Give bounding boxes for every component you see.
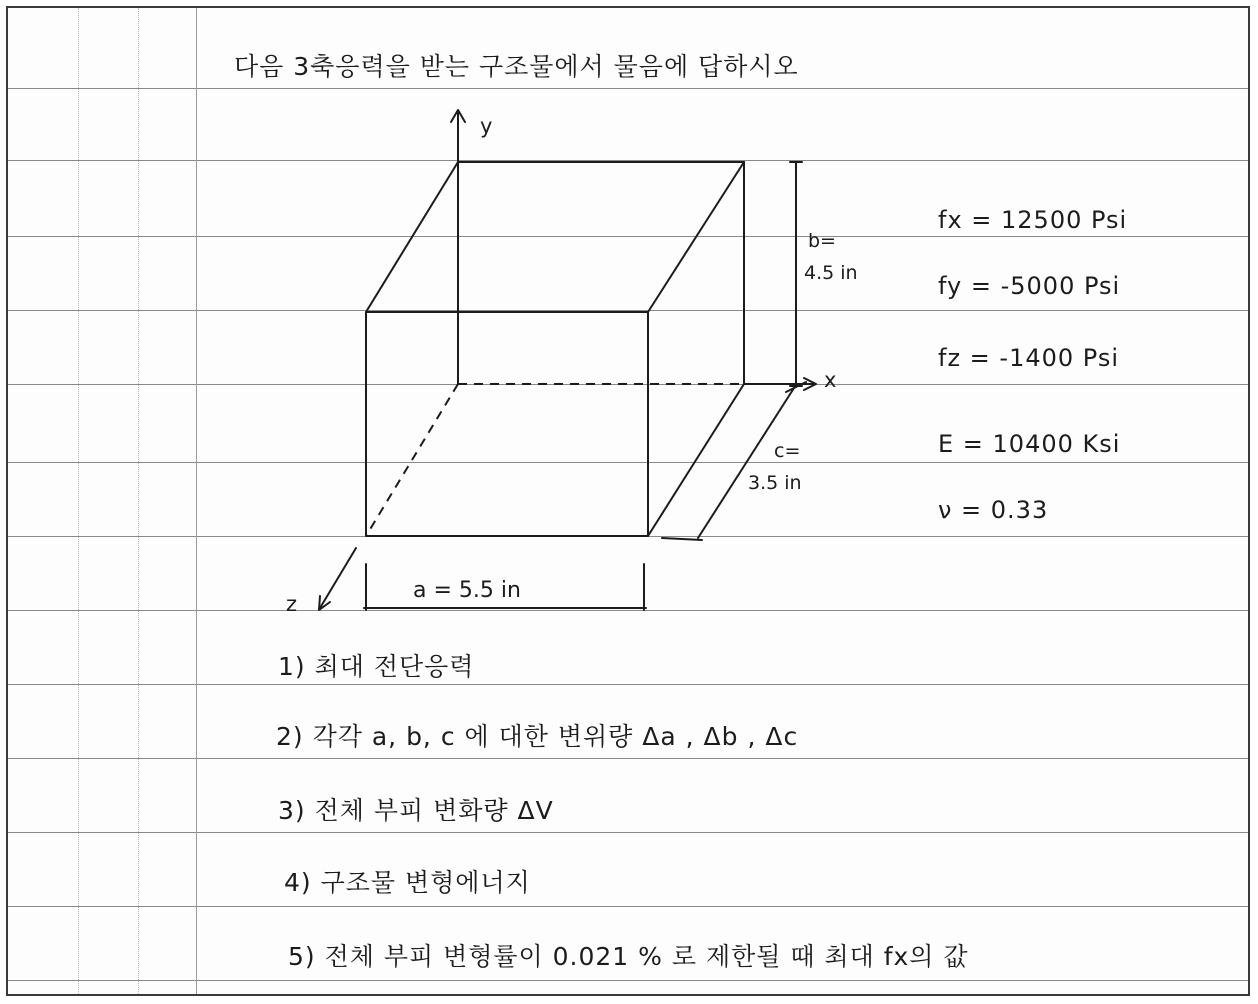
notebook-page bbox=[6, 6, 1250, 996]
dimension-c-value: 3.5 in bbox=[748, 472, 802, 494]
given-poisson-ratio: ν = 0.33 bbox=[938, 496, 1049, 524]
given-stress-fx: fx = 12500 Psi bbox=[938, 206, 1128, 234]
dimension-b-value: 4.5 in bbox=[804, 262, 858, 284]
hidden-bottom-left-depth-edge bbox=[366, 384, 458, 536]
front-face bbox=[366, 312, 648, 536]
z-axis-label: z bbox=[286, 592, 298, 616]
bottom-right-depth-edge bbox=[648, 384, 744, 536]
y-axis-label: y bbox=[480, 114, 493, 138]
question-1: 1) 최대 전단응력 bbox=[278, 652, 475, 681]
given-stress-fz: fz = -1400 Psi bbox=[938, 344, 1120, 372]
z-axis-line bbox=[320, 548, 356, 608]
given-stress-fy: fy = -5000 Psi bbox=[938, 272, 1121, 300]
z-axis-arrowhead bbox=[319, 596, 330, 610]
question-3: 3) 전체 부피 변화량 ΔV bbox=[278, 796, 554, 825]
c-dimension-tick-bottom bbox=[662, 538, 702, 540]
hidden-edges bbox=[366, 168, 744, 536]
dimension-b-label: b= bbox=[808, 230, 836, 252]
c-dimension-line bbox=[698, 388, 794, 538]
dimension-a-label: a = 5.5 in bbox=[413, 578, 521, 603]
problem-title: 다음 3축응력을 받는 구조물에서 물음에 답하시오 bbox=[234, 52, 799, 81]
question-4: 4) 구조물 변형에너지 bbox=[284, 868, 531, 897]
given-modulus-E: E = 10400 Ksi bbox=[938, 430, 1121, 458]
question-5: 5) 전체 부피 변형률이 0.021 % 로 제한될 때 최대 fx의 값 bbox=[288, 942, 969, 971]
top-left-depth-edge bbox=[366, 162, 458, 312]
block-figure bbox=[8, 8, 1250, 996]
top-right-depth-edge bbox=[648, 162, 744, 312]
x-axis-label: x bbox=[824, 368, 837, 392]
dimension-c-label: c= bbox=[774, 440, 801, 462]
question-2: 2) 각각 a, b, c 에 대한 변위량 Δa , Δb , Δc bbox=[276, 722, 799, 751]
